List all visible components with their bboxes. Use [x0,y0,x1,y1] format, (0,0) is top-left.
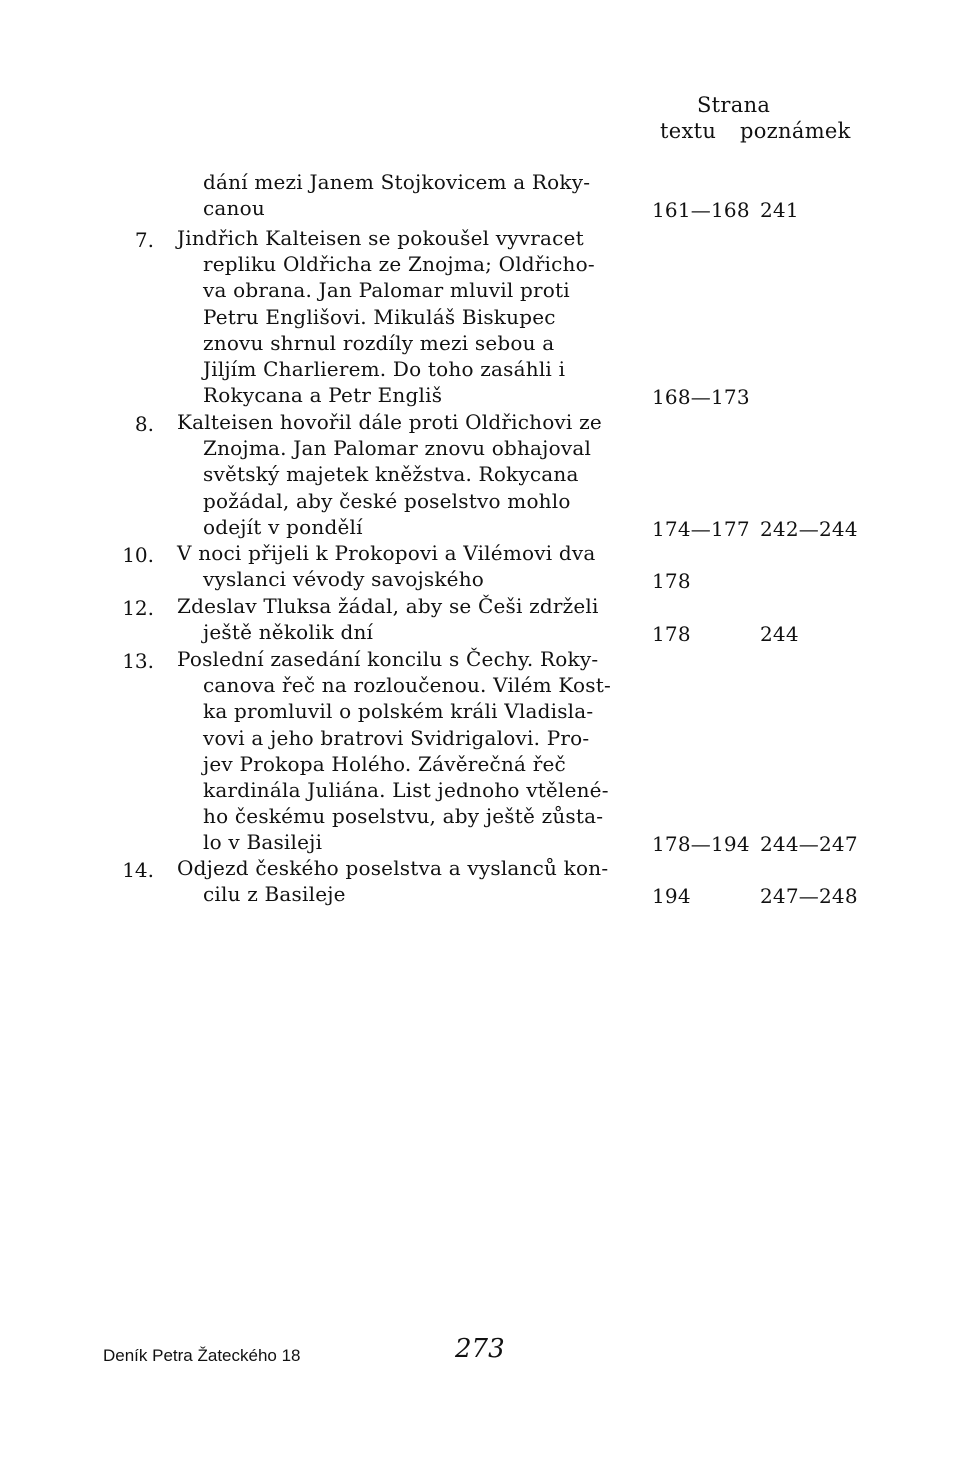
entry-text-line: lo v Basileji [203,830,323,855]
entry-text-line: Poslední zasedání koncilu s Čechy. Roky- [177,647,599,671]
entry-text-line: canou [203,196,265,221]
entry-text-line: Zdeslav Tluksa žádal, aby se Češi zdrželi [177,594,599,618]
footer-book-title: Deník Petra Žateckého 18 [103,1346,301,1365]
entry-text-line: vovi a jeho bratrovi Svidrigalovi. Pro- [203,725,590,750]
entry-text-line: Odjezd českého poselstva a vyslanců kon- [177,856,609,880]
text-page-range: 161—168 [652,198,750,223]
entry-text-line: kardinála Juliána. List jednoho vtělené- [203,778,609,802]
entry-text-line: světský majetek kněžstva. Rokycana [203,462,579,487]
entry-text-line: Rokycana a Petr Engliš [203,383,443,408]
entry-text-line: Jiljím Charlierem. Do toho zasáhli i [203,357,566,381]
entry-text-line: požádal, aby české poselstvo mohlo [203,488,571,513]
entry-number: 14. [122,858,154,882]
text-page-range: 168—173 [652,385,750,410]
entry-text-line: Petru Englišovi. Mikuláš Biskupec [203,304,556,329]
note-page-range: 241 [760,198,799,223]
page-number: 273 [455,1334,505,1364]
text-page-range: 178—194 [652,832,750,857]
entry-number: 13. [122,649,154,673]
entry-text-line: odejít v pondělí [203,514,363,539]
note-page-range: 244—247 [760,832,858,857]
note-page-range: 247—248 [760,884,858,909]
entry-text-line: dání mezi Janem Stojkovicem a Roky- [203,170,591,194]
entry-text-line: znovu shrnul rozdíly mezi sebou a [203,330,555,355]
header-textu: textu [660,119,717,143]
header-poznamek: poznámek [740,119,851,143]
note-page-range: 242—244 [760,516,858,541]
entry-text-line: ho českému poselstvu, aby ještě zůsta- [203,804,604,829]
header-strana: Strana [697,93,771,117]
entry-text-line: va obrana. Jan Palomar mluvil proti [203,278,570,303]
text-page-range: 178 [652,569,691,594]
entry-text-line: Jindřich Kalteisen se pokoušel vyvracet [177,226,584,250]
entry-text-line: ještě několik dní [203,620,374,645]
entry-text-line: Kalteisen hovořil dále proti Oldřichovi ze [177,410,602,434]
entry-text-line: jev Prokopa Holého. Závěrečná řeč [203,751,566,776]
entry-text-line: Znojma. Jan Palomar znovu obhajoval [203,436,592,461]
entry-number: 8. [134,412,154,436]
entry-text-line: ka promluvil o polském králi Vladisla- [203,699,594,724]
text-page-range: 194 [652,884,691,909]
entry-number: 7. [134,228,154,252]
entry-text-line: repliku Oldřicha ze Znojma; Oldřicho- [203,252,595,277]
entry-number: 12. [122,596,154,620]
entry-text-line: V noci přijeli k Prokopovi a Vilémovi dva [177,541,596,565]
entry-text-line: vyslanci vévody savojského [203,567,485,592]
entry-number: 10. [122,543,154,567]
text-page-range: 174—177 [652,516,750,541]
note-page-range: 244 [760,622,799,647]
text-page-range: 178 [652,622,691,647]
entry-text-line: canova řeč na rozloučenou. Vilém Kost- [203,673,611,698]
entry-text-line: cilu z Basileje [203,882,346,907]
